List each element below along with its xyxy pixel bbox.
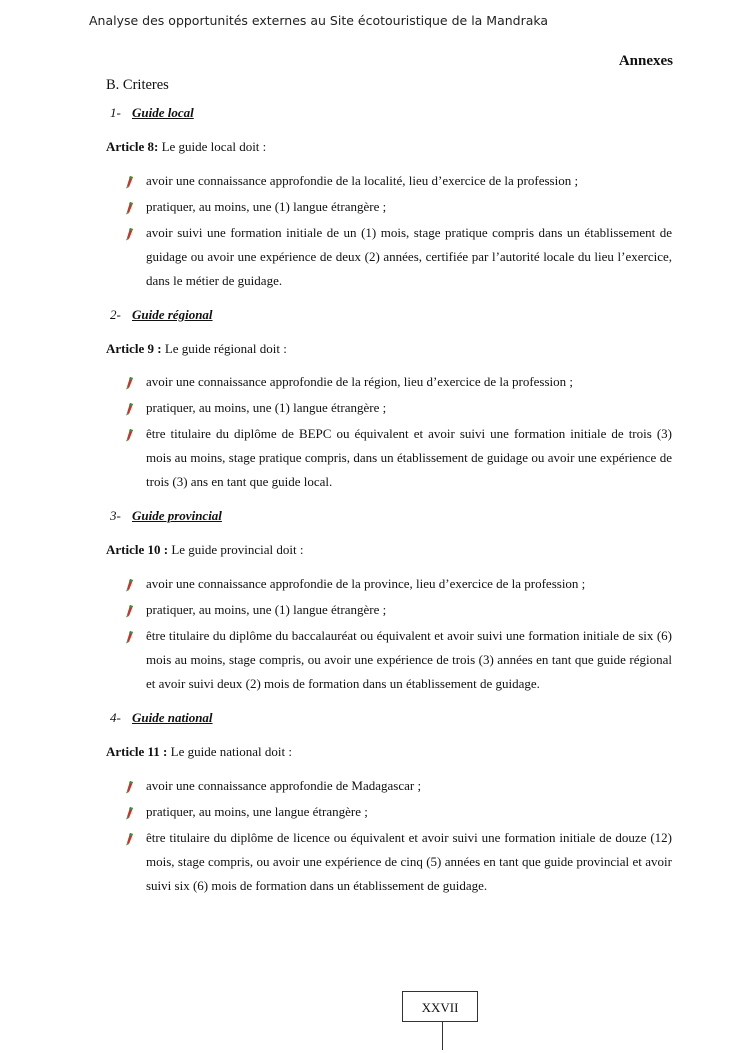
list-item: avoir une connaissance approfondie de la localité, lieu d’exercice de la profession ; — [146, 169, 672, 193]
page-number-line — [442, 1022, 443, 1050]
pen-bullet-icon — [124, 173, 134, 187]
list-item: avoir une connaissance approfondie de la région, lieu d’exercice de la profession ; — [146, 370, 672, 394]
page-number: XXVII — [421, 1000, 459, 1015]
guide-number: 2- — [110, 307, 121, 322]
guide-number: 4- — [110, 710, 121, 725]
pen-bullet-icon — [124, 804, 134, 818]
pen-bullet-icon — [124, 576, 134, 590]
list-item: avoir une connaissance approfondie de Madagascar ; — [146, 774, 672, 798]
list-item: être titulaire du diplôme de licence ou équivalent et avoir suivi une formation initiale de douze (12) mois, stage compris, ou avoir une expérience de cinq (5) années en tant que guide provincial et avoir suivi six (6) mois de formation dans un établissement de guidage. — [146, 826, 672, 899]
article-9 — [106, 341, 287, 357]
pen-bullet-icon — [124, 778, 134, 792]
pen-bullet-icon — [124, 225, 134, 239]
bullet-list-local — [146, 169, 672, 295]
guide-heading-provincial — [110, 508, 222, 524]
article-text: Le guide local doit : — [158, 139, 267, 154]
article-text: Le guide provincial doit : — [168, 542, 304, 557]
article-label: Article 9 : — [106, 341, 162, 356]
guide-name: Guide provincial — [132, 508, 222, 523]
pen-bullet-icon — [124, 628, 134, 642]
bullet-list-regional — [146, 370, 672, 496]
list-item: être titulaire du diplôme de BEPC ou équivalent et avoir suivi une formation initiale de trois (3) mois au moins, stage pratique compris, dans un établissement de guidage ou avoir une expérience de trois (3) ans en tant que guide local. — [146, 422, 672, 495]
bullet-list-national — [146, 774, 672, 900]
bullet-list-provincial — [146, 572, 672, 698]
guide-heading-local — [110, 105, 194, 121]
guide-heading-regional — [110, 307, 213, 323]
article-text: Le guide régional doit : — [161, 341, 287, 356]
pen-bullet-icon — [124, 830, 134, 844]
guide-number: 1- — [110, 105, 121, 120]
guide-number: 3- — [110, 508, 121, 523]
list-item: avoir une connaissance approfondie de la province, lieu d’exercice de la profession ; — [146, 572, 672, 596]
list-item: avoir suivi une formation initiale de un (1) mois, stage pratique compris dans un établissement de guidage ou avoir une expérience de deux (2) années, certifiée par l’autorité locale du lieu l’exercice, dans le métier de guidage. — [146, 221, 672, 294]
guide-heading-national — [110, 710, 213, 726]
article-label: Article 10 : — [106, 542, 169, 557]
guide-name: Guide national — [132, 710, 213, 725]
guide-name: Guide local — [132, 105, 194, 120]
list-item: être titulaire du diplôme du baccalauréat ou équivalent et avoir suivi une formation initiale de six (6) mois au moins, stage compris, ou avoir une expérience de trois (3) années en tant que guide régional et avoir suivi deux (2) mois de formation dans un établissement de guidage. — [146, 624, 672, 697]
article-10 — [106, 542, 303, 558]
article-8 — [106, 139, 266, 155]
article-text: Le guide national doit : — [167, 744, 292, 759]
pen-bullet-icon — [124, 199, 134, 213]
pen-bullet-icon — [124, 374, 134, 388]
section-title: B. Criteres — [106, 77, 169, 93]
pen-bullet-icon — [124, 602, 134, 616]
pen-bullet-icon — [124, 400, 134, 414]
page-number-box — [402, 991, 478, 1022]
list-item: pratiquer, au moins, une langue étrangère ; — [146, 800, 672, 824]
list-item: pratiquer, au moins, une (1) langue étrangère ; — [146, 598, 672, 622]
list-item: pratiquer, au moins, une (1) langue étrangère ; — [146, 396, 672, 420]
article-label: Article 11 : — [106, 744, 168, 759]
running-header: Analyse des opportunités externes au Site écotouristique de la Mandraka — [89, 13, 549, 28]
annexes-label: Annexes — [618, 53, 673, 69]
guide-name: Guide régional — [132, 307, 213, 322]
list-item: pratiquer, au moins, une (1) langue étrangère ; — [146, 195, 672, 219]
pen-bullet-icon — [124, 426, 134, 440]
article-label: Article 8: — [106, 139, 159, 154]
article-11 — [106, 744, 292, 760]
